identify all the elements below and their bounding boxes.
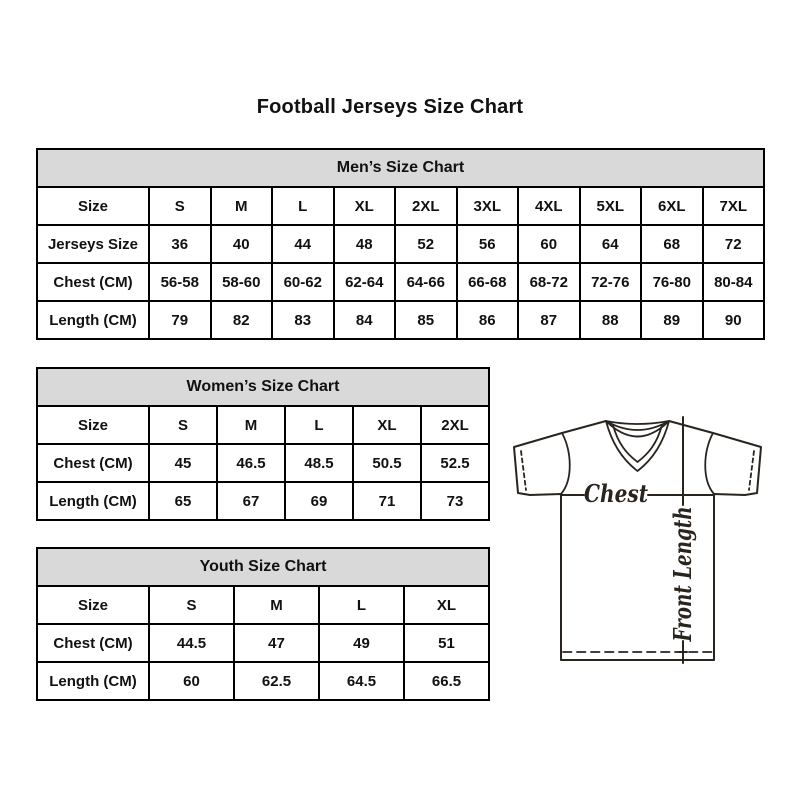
- table-cell: 68-72: [518, 263, 580, 301]
- youth-size-chart-table: [36, 547, 490, 701]
- table-cell: 90: [703, 301, 765, 339]
- table-cell: 62-64: [334, 263, 396, 301]
- table-cell: 47: [234, 624, 319, 662]
- table-cell: 79: [149, 301, 211, 339]
- table-cell: 2XL: [395, 187, 457, 225]
- row-label: Length (CM): [37, 662, 149, 700]
- table-cell: L: [272, 187, 334, 225]
- mens-size-chart-table: [36, 148, 765, 340]
- table-cell: 48: [334, 225, 396, 263]
- row-label: Length (CM): [37, 482, 149, 520]
- table-cell: M: [217, 406, 285, 444]
- table-cell: 60: [518, 225, 580, 263]
- table-header-row: [37, 368, 489, 406]
- row-label: Size: [37, 586, 149, 624]
- table-cell: 45: [149, 444, 217, 482]
- table-cell: 58-60: [211, 263, 273, 301]
- table-cell: 4XL: [518, 187, 580, 225]
- table-cell: XL: [334, 187, 396, 225]
- jersey-measurement-diagram: [500, 400, 780, 680]
- table-row: [37, 586, 489, 624]
- table-cell: L: [285, 406, 353, 444]
- table-cell: 6XL: [641, 187, 703, 225]
- table-cell: 48.5: [285, 444, 353, 482]
- table-row: [37, 406, 489, 444]
- table-cell: 56-58: [149, 263, 211, 301]
- table-cell: L: [319, 586, 404, 624]
- table-cell: 72: [703, 225, 765, 263]
- table-cell: M: [211, 187, 273, 225]
- table-row: [37, 187, 764, 225]
- table-title: Men’s Size Chart: [37, 149, 764, 187]
- table-cell: 84: [334, 301, 396, 339]
- table-cell: XL: [404, 586, 489, 624]
- table-row: [37, 444, 489, 482]
- womens-size-chart-table: [36, 367, 490, 521]
- table-cell: 67: [217, 482, 285, 520]
- row-label: Size: [37, 406, 149, 444]
- table-cell: 2XL: [421, 406, 489, 444]
- row-label: Chest (CM): [37, 624, 149, 662]
- table-cell: 88: [580, 301, 642, 339]
- row-label: Length (CM): [37, 301, 149, 339]
- table-cell: 3XL: [457, 187, 519, 225]
- table-title: Youth Size Chart: [37, 548, 489, 586]
- table-cell: 64-66: [395, 263, 457, 301]
- table-row: [37, 624, 489, 662]
- table-cell: 66-68: [457, 263, 519, 301]
- front-length-label: Front Length: [668, 464, 697, 642]
- table-cell: 46.5: [217, 444, 285, 482]
- table-cell: 71: [353, 482, 421, 520]
- table-cell: 89: [641, 301, 703, 339]
- cuff-dash-right: [749, 451, 754, 490]
- table-row: [37, 301, 764, 339]
- table-cell: M: [234, 586, 319, 624]
- collar-top-line: [606, 421, 669, 424]
- table-cell: 80-84: [703, 263, 765, 301]
- table-cell: 73: [421, 482, 489, 520]
- table-cell: 62.5: [234, 662, 319, 700]
- table-cell: 68: [641, 225, 703, 263]
- table-header-row: [37, 548, 489, 586]
- table-cell: 69: [285, 482, 353, 520]
- table-cell: 85: [395, 301, 457, 339]
- table-cell: 83: [272, 301, 334, 339]
- table-cell: XL: [353, 406, 421, 444]
- cuff-dash-left: [521, 451, 526, 490]
- table-cell: 76-80: [641, 263, 703, 301]
- table-header-row: [37, 149, 764, 187]
- table-cell: S: [149, 406, 217, 444]
- table-cell: 44.5: [149, 624, 234, 662]
- table-row: [37, 263, 764, 301]
- jersey-outline-icon: [514, 421, 761, 660]
- table-cell: 52.5: [421, 444, 489, 482]
- table-cell: 86: [457, 301, 519, 339]
- table-cell: 51: [404, 624, 489, 662]
- table-row: [37, 482, 489, 520]
- table-cell: 52: [395, 225, 457, 263]
- table-cell: 66.5: [404, 662, 489, 700]
- table-cell: 65: [149, 482, 217, 520]
- table-cell: 64.5: [319, 662, 404, 700]
- table-cell: 5XL: [580, 187, 642, 225]
- table-cell: 50.5: [353, 444, 421, 482]
- table-cell: 36: [149, 225, 211, 263]
- armhole-seam-left: [561, 433, 570, 494]
- row-label: Chest (CM): [37, 263, 149, 301]
- table-cell: S: [149, 586, 234, 624]
- table-cell: 40: [211, 225, 273, 263]
- armhole-seam-right: [705, 433, 714, 494]
- page-title: Football Jerseys Size Chart: [256, 96, 524, 118]
- table-row: [37, 662, 489, 700]
- table-row: [37, 225, 764, 263]
- row-label: Size: [37, 187, 149, 225]
- table-cell: 56: [457, 225, 519, 263]
- table-cell: 64: [580, 225, 642, 263]
- chest-label: Chest: [584, 479, 648, 508]
- table-cell: 60: [149, 662, 234, 700]
- table-cell: 49: [319, 624, 404, 662]
- table-cell: 44: [272, 225, 334, 263]
- row-label: Jerseys Size: [37, 225, 149, 263]
- table-cell: 87: [518, 301, 580, 339]
- table-title: Women’s Size Chart: [37, 368, 489, 406]
- table-cell: 82: [211, 301, 273, 339]
- row-label: Chest (CM): [37, 444, 149, 482]
- table-cell: S: [149, 187, 211, 225]
- table-cell: 60-62: [272, 263, 334, 301]
- table-cell: 72-76: [580, 263, 642, 301]
- table-cell: 7XL: [703, 187, 765, 225]
